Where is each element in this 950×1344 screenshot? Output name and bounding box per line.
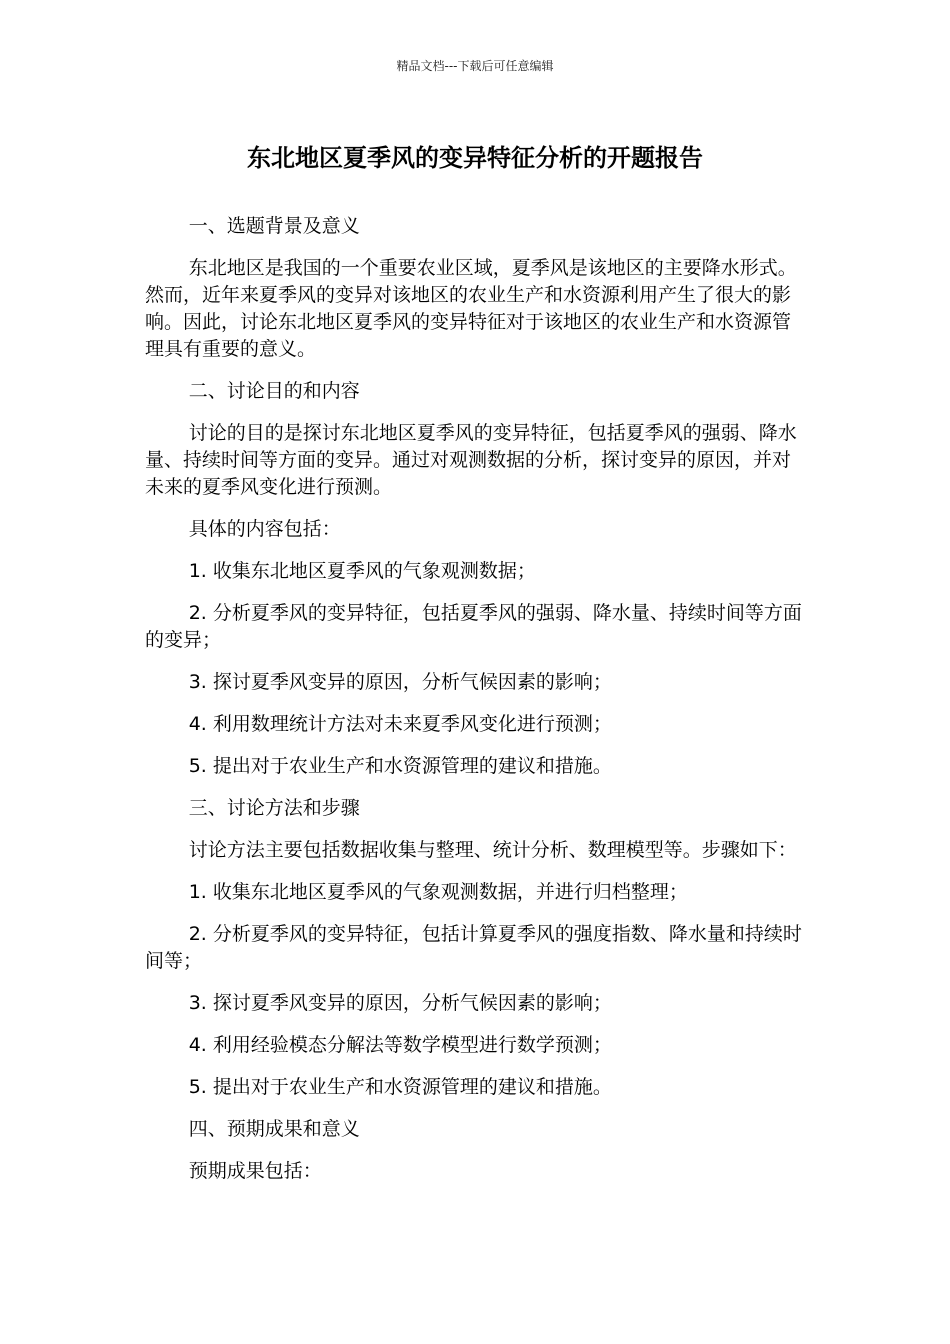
section-heading-methods: 三、讨论方法和步骤 bbox=[188, 797, 360, 819]
section-heading-purpose: 二、讨论目的和内容 bbox=[188, 380, 360, 402]
paragraph-results-intro: 预期成果包括： bbox=[188, 1160, 322, 1182]
list-item: 1. 收集东北地区夏季风的气象观测数据； bbox=[188, 560, 536, 582]
paragraph-content-intro: 具体的内容包括： bbox=[188, 518, 341, 540]
paragraph-methods: 讨论方法主要包括数据收集与整理、统计分析、数理模型等。步骤如下： bbox=[188, 839, 797, 861]
section-heading-results: 四、预期成果和意义 bbox=[188, 1118, 360, 1140]
list-item: 4. 利用经验模态分解法等数学模型进行数学预测； bbox=[188, 1034, 612, 1056]
list-item: 3. 探讨夏季风变异的原因，分析气候因素的影响； bbox=[188, 992, 612, 1014]
document-body bbox=[145, 213, 805, 1200]
paragraph-purpose: 讨论的目的是探讨东北地区夏季风的变异特征，包括夏季风的强弱、降水量、持续时间等方面的变异。通过对观测数据的分析，探讨变异的原因，并对未来的夏季风变化进行预测。 bbox=[145, 422, 797, 498]
list-item: 1. 收集东北地区夏季风的气象观测数据，并进行归档整理； bbox=[188, 881, 688, 903]
document-title: 东北地区夏季风的变异特征分析的开题报告 bbox=[247, 144, 703, 172]
list-item: 4. 利用数理统计方法对未来夏季风变化进行预测； bbox=[188, 713, 612, 735]
page-header: 精品文档---下载后可任意编辑 bbox=[396, 59, 554, 73]
list-item: 2. 分析夏季风的变异特征，包括计算夏季风的强度指数、降水量和持续时间等； bbox=[145, 923, 802, 972]
section-heading-background: 一、选题背景及意义 bbox=[188, 215, 360, 237]
list-item: 2. 分析夏季风的变异特征，包括夏季风的强弱、降水量、持续时间等方面的变异； bbox=[145, 602, 802, 651]
paragraph-background: 东北地区是我国的一个重要农业区域，夏季风是该地区的主要降水形式。然而，近年来夏季风的变异对该地区的农业生产和水资源利用产生了很大的影响。因此，讨论东北地区夏季风的变异特征对于该地区的农业生产和水资源管理具有重要的意义。 bbox=[145, 257, 797, 360]
list-item: 3. 探讨夏季风变异的原因，分析气候因素的影响； bbox=[188, 671, 612, 693]
list-item: 5. 提出对于农业生产和水资源管理的建议和措施。 bbox=[188, 755, 612, 777]
list-item: 5. 提出对于农业生产和水资源管理的建议和措施。 bbox=[188, 1076, 612, 1098]
